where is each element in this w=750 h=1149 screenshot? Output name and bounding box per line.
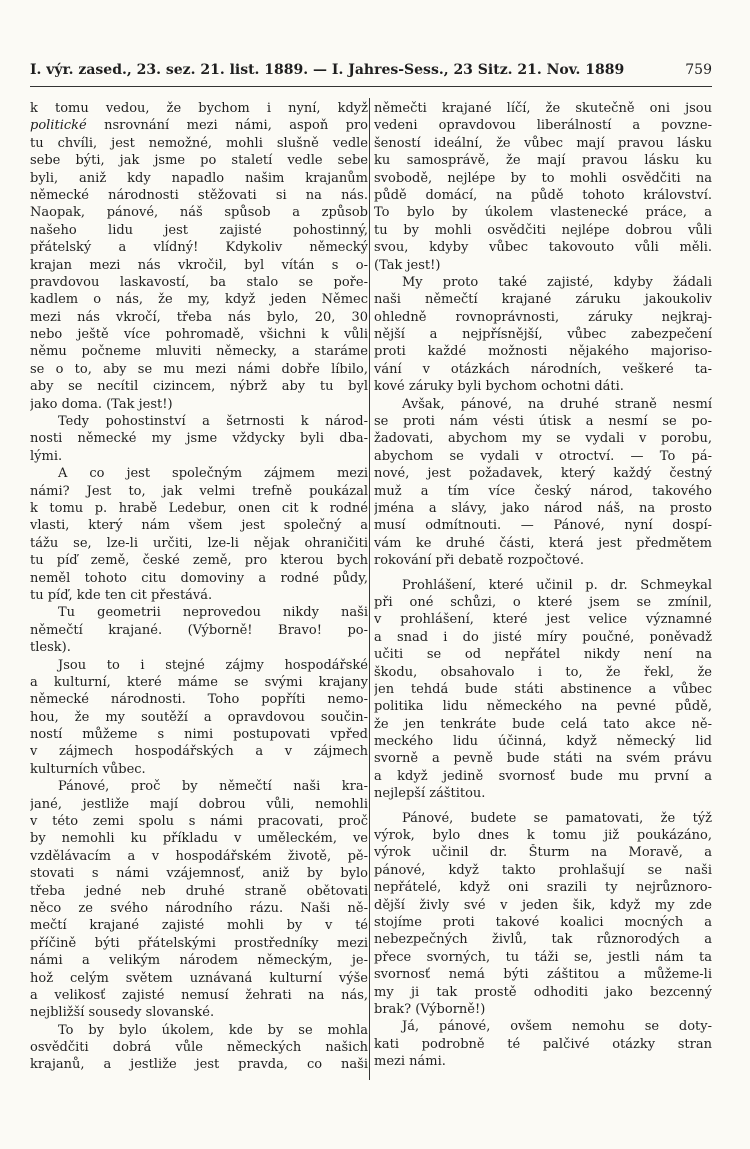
text-line: [30, 552, 368, 569]
text-line: [30, 152, 368, 169]
line-text: tu píď, kde ten cit přestává.: [30, 587, 213, 603]
line-text: nější a nejpřísnější, vůbec zabezpečení: [374, 327, 712, 343]
text-line: [374, 785, 712, 802]
line-text: stojíme proti takové koalici mocných a: [374, 914, 712, 930]
line-text: v prohlášení, které jest velice významné: [374, 612, 712, 628]
text-line: [30, 239, 368, 256]
text-line: [374, 535, 712, 552]
text-line: [374, 430, 712, 447]
line-text: ku samosprávě, že mají pravou lásku ku: [374, 153, 712, 169]
text-line: [30, 309, 368, 326]
text-line: [374, 343, 712, 360]
line-text: abychom se vydali v otroctví. — To pá-: [374, 448, 712, 464]
line-text: hou, že my soutěží a opravdovou součin-: [30, 709, 368, 725]
line-text: mezi námi.: [374, 1054, 446, 1070]
text-line: [30, 952, 368, 969]
text-line: [30, 291, 368, 308]
text-line: [30, 657, 368, 674]
line-text: mezi nás vkročí, třeba nás bylo, 20, 30: [30, 309, 368, 325]
line-text: něco ze svého národního rázu. Naši ně-: [30, 900, 368, 916]
text-line: [30, 848, 368, 865]
line-text: aby se necítil cizincem, nýbrž aby tu byl: [30, 379, 368, 395]
page-number: 759: [685, 62, 712, 78]
text-line: [374, 465, 712, 482]
text-line: [374, 897, 712, 914]
text-line: [30, 865, 368, 882]
text-line: [374, 844, 712, 861]
text-line: [30, 430, 368, 447]
line-text: stovati s námi vzájemnosť, aniž by bylo: [30, 866, 368, 882]
text-line: [30, 587, 368, 604]
line-text: naši němečtí krajané záruku jakoukoliv: [374, 292, 712, 308]
text-line: [30, 674, 368, 691]
line-text: kadlem o nás, že my, když jeden Němec: [30, 292, 368, 308]
italic-text: politické: [30, 118, 87, 134]
line-text: Tu geometrii neprovedou nikdy naši: [58, 605, 368, 621]
line-text: lými.: [30, 448, 63, 464]
line-text: kati podrobně té palčivé otázky stran: [374, 1036, 712, 1052]
line-text: žadovati, abychom my se vydali v porobu,: [374, 431, 712, 447]
line-text: třeba jedné neb druhé straně obětovati: [30, 883, 368, 899]
text-line: [30, 274, 368, 291]
line-text: nebezpečných živlů, tak různorodých a: [374, 932, 712, 948]
line-text: našeho lidu jest zajisté pohostinný,: [30, 222, 368, 238]
text-line: [30, 1039, 368, 1056]
text-line: [374, 170, 712, 187]
text-line: [374, 187, 712, 204]
text-line: [374, 483, 712, 500]
line-text: nepřátelé, když oni srazili ty nejrůznoro-: [374, 880, 712, 896]
text-line: [30, 970, 368, 987]
text-line: [30, 604, 368, 621]
line-text: výrok učinil dr. Šturm na Moravě, a: [374, 845, 712, 861]
header-rule: [30, 86, 712, 87]
text-line: [30, 1022, 368, 1039]
line-text: v zájmech hospodářských a v zájmech: [30, 744, 368, 760]
line-text: Jsou to i stejné zájmy hospodářské: [58, 657, 368, 673]
text-line: [374, 204, 712, 221]
text-line: [30, 622, 368, 639]
text-line: [374, 879, 712, 896]
column-divider: [369, 98, 370, 1080]
text-line: [374, 646, 712, 663]
line-text: šeností ideální, že vůbec mají pravou lásku: [374, 135, 712, 151]
text-line: [30, 204, 368, 221]
line-text: krajanů, a jestliže jest pravda, co naši: [30, 1057, 368, 1073]
line-text: jména a slávy, jako národ náš, na prosto: [374, 500, 712, 516]
text-line: [30, 413, 368, 430]
line-text: přece svorných, tu táži se, jestli nám ta: [374, 949, 712, 965]
text-line: [374, 768, 712, 785]
text-line: [374, 135, 712, 152]
text-line: [374, 681, 712, 698]
text-line: [374, 326, 712, 343]
text-line: [374, 611, 712, 628]
text-line: [374, 577, 712, 594]
line-text: To bylo by úkolem vlastenecké práce, a: [374, 205, 712, 221]
line-text: my ji tak prostě odhoditi jako bezcenný: [374, 984, 712, 1000]
text-line: [30, 883, 368, 900]
text-line: [30, 170, 368, 187]
line-text: že jen tenkráte bude celá tato akce ně-: [374, 716, 712, 732]
text-line: [374, 1053, 712, 1070]
text-line: [374, 1001, 712, 1018]
text-line: [374, 117, 712, 134]
line-text: jané, jestliže mají dobrou vůli, nemohli: [30, 796, 368, 812]
text-line: [374, 629, 712, 646]
text-line: [30, 378, 368, 395]
line-text: meckého lidu účinná, když německý lid: [374, 734, 712, 750]
text-line: [374, 1018, 712, 1035]
line-text: nové, jest požadavek, který každý čestný: [374, 466, 712, 482]
right-column: [374, 100, 712, 1070]
line-text: v této zemi spolu s námi pracovati, proč: [30, 814, 368, 830]
line-text: byli, aniž kdy napadlo našim krajanům: [30, 170, 368, 186]
line-text: ohledně rovnoprávnosti, záruky nejkraj-: [374, 309, 712, 325]
text-line: [374, 716, 712, 733]
text-line: [30, 639, 368, 656]
text-line: [374, 448, 712, 465]
text-line: [374, 664, 712, 681]
line-text: nejlepší záštitou.: [374, 786, 486, 802]
line-text: půdě domácí, na půdě tohoto království.: [374, 187, 712, 203]
text-line: [374, 361, 712, 378]
text-line: [30, 709, 368, 726]
text-line: [30, 465, 368, 482]
text-line: [30, 796, 368, 813]
text-line: [30, 135, 368, 152]
line-text: tážu se, lze-li určiti, lze-li nějak ohraničiti: [30, 535, 368, 551]
text-line: [374, 984, 712, 1001]
line-text: politika lidu německého na pevné půdě,: [374, 699, 712, 715]
line-text: německé národnosti stěžovati si na nás.: [30, 187, 368, 203]
text-line: [374, 274, 712, 291]
line-text: Já, pánové, ovšem nemohu se doty-: [402, 1019, 712, 1035]
text-line: [374, 257, 712, 274]
line-text: tu píď země, české země, pro kterou bych: [30, 553, 368, 569]
text-line: [30, 326, 368, 343]
line-text: vedeni opravdovou liberálností a povzne-: [374, 118, 712, 134]
text-line: [374, 733, 712, 750]
line-text: němečtí krajané. (Výborně! Bravo! po-: [30, 622, 368, 638]
line-text: nosti německé my jsme vždycky byli dba-: [30, 431, 368, 447]
text-line: [374, 413, 712, 430]
text-line: [374, 810, 712, 827]
line-text: námi a velikým národem německým, je-: [30, 953, 368, 969]
text-line: [30, 343, 368, 360]
text-line: [30, 935, 368, 952]
line-text: příčině býti přátelskými prostředníky mezi: [30, 935, 368, 951]
line-text: tu by mohli osvědčiti nejlépe dobrou vůli: [374, 222, 712, 238]
line-text: osvědčiti dobrá vůle německých našich: [30, 1040, 368, 1056]
line-text: námi? Jest to, jak velmi trefně poukázal: [30, 483, 368, 499]
line-text: Tedy pohostinství a šetrnosti k národ-: [58, 414, 368, 430]
text-line: [374, 594, 712, 611]
line-text: při oné schůzi, o které jsem se zmínil,: [374, 594, 712, 610]
line-text: svobodě, nejlépe by to mohli osvědčiti na: [374, 170, 712, 186]
text-line: [30, 761, 368, 778]
line-text: k tomu p. hrabě Ledebur, onen cit k rodné: [30, 500, 368, 516]
text-line: [30, 813, 368, 830]
text-line: [374, 862, 712, 879]
text-line: [30, 1004, 368, 1021]
line-text: ností můžeme s nimi postupovati vpřed: [30, 727, 368, 743]
text-line: [30, 830, 368, 847]
text-line: [374, 239, 712, 256]
line-text: by nemohli ku příkladu v uměleckém, ve: [30, 831, 368, 847]
line-text: rokování při debatě rozpočtové.: [374, 553, 585, 569]
line-text: sebe býti, jak jsme po staletí vedle sebe: [30, 153, 368, 169]
line-text: Naopak, pánové, náš spůsob a způsob: [30, 205, 368, 221]
text-line: [374, 396, 712, 413]
text-line: [374, 1036, 712, 1053]
line-text: proti každé možnosti nějakého majoriso-: [374, 344, 712, 360]
line-text: To by bylo úkolem, kde by se mohla: [58, 1022, 368, 1038]
line-text: My proto také zajisté, kdyby žádali: [402, 274, 712, 290]
text-line: [374, 222, 712, 239]
line-text: přátelský a vlídný! Kdykoliv německý: [30, 240, 368, 256]
line-text: mečtí krajané zajisté mohli by v té: [30, 918, 368, 934]
line-text: vání v otázkách národních, veškeré ta-: [374, 361, 712, 377]
line-text: němečti krajané líčí, že skutečně oni jsou: [374, 101, 712, 116]
line-text: brak? (Výborně!): [374, 1001, 486, 1017]
line-text: musí odmítnouti. — Pánové, nyní dospí-: [374, 518, 712, 534]
line-text: Prohlášení, které učinil p. dr. Schmeykal: [402, 577, 712, 593]
text-line: [30, 257, 368, 274]
line-text: nsrovnání mezi námi, aspoň pro: [86, 118, 368, 134]
text-line: [30, 117, 368, 134]
line-text: výrok, bylo dnes k tomu již poukázáno,: [374, 828, 712, 844]
line-text: pánové, když takto prohlašují se naši: [374, 862, 712, 878]
text-line: [374, 914, 712, 931]
text-line: [30, 187, 368, 204]
left-column: [30, 100, 368, 1074]
line-text: (Tak jest!): [374, 257, 441, 273]
text-line: [30, 917, 368, 934]
text-line: [374, 966, 712, 983]
line-text: A co jest společným zájmem mezi: [58, 466, 368, 482]
text-line: [374, 827, 712, 844]
running-header: [30, 62, 712, 84]
line-text: pravdovou laskavostí, ba stalo se poře-: [30, 274, 368, 290]
line-text: svornosť nemá býti záštitou a můžeme-li: [374, 967, 712, 983]
line-text: kové záruky byli bychom ochotni dáti.: [374, 379, 624, 395]
line-text: a snad i do jisté míry poučné, poněvadž: [374, 629, 712, 645]
line-text: jen tehdá bude státi abstinence a vůbec: [374, 681, 712, 697]
text-line: [374, 698, 712, 715]
text-line: [30, 483, 368, 500]
text-line: [374, 152, 712, 169]
line-text: krajan mezi nás vkročil, byl vítán s o-: [30, 257, 368, 273]
line-text: kulturních vůbec.: [30, 761, 146, 777]
line-text: vlasti, který nám všem jest společný a: [30, 518, 368, 534]
text-line: [374, 552, 712, 569]
text-line: [30, 987, 368, 1004]
text-line: [30, 222, 368, 239]
text-line: [30, 900, 368, 917]
line-text: němu počneme mluviti německy, a staráme: [30, 344, 368, 360]
text-line: [374, 378, 712, 395]
line-text: muž a tím více český národ, takového: [374, 483, 712, 499]
text-line: [30, 361, 368, 378]
text-line: [374, 750, 712, 767]
text-line: [374, 291, 712, 308]
text-line: [374, 931, 712, 948]
line-text: tlesk).: [30, 640, 71, 656]
text-line: [374, 500, 712, 517]
text-line: [30, 726, 368, 743]
line-text: hož celým světem uznávaná kulturní výše: [30, 970, 368, 986]
line-text: Avšak, pánové, na druhé straně nesmí: [402, 396, 712, 412]
text-line: [30, 778, 368, 795]
line-text: tu chvíli, jest nemožné, mohli slušně vedle: [30, 135, 368, 151]
text-line: [30, 500, 368, 517]
text-line: [30, 100, 368, 117]
text-line: [30, 691, 368, 708]
line-text: a když jedině svornosť bude mu první a: [374, 768, 712, 784]
line-text: se o to, aby se mu mezi námi dobře líbilo,: [30, 361, 368, 377]
text-line: [374, 309, 712, 326]
line-text: neměl tohoto citu domoviny a rodné půdy,: [30, 570, 368, 586]
line-text: Pánové, budete se pamatovati, že týž: [402, 810, 712, 826]
line-text: k tomu vedou, že bychom i nyní, když: [30, 101, 368, 116]
line-text: a kulturní, které máme se svými krajany: [30, 674, 368, 690]
line-text: učiti se od nepřátel nikdy není na: [374, 647, 712, 663]
line-text: vám ke druhé části, která jest předmětem: [374, 535, 712, 551]
text-line: [30, 535, 368, 552]
line-text: svorně a pevně bude státi na svém právu: [374, 751, 712, 767]
line-text: dější živly své v jeden šik, když my zde: [374, 897, 712, 913]
text-line: [30, 396, 368, 413]
text-line: [374, 949, 712, 966]
text-line: [30, 570, 368, 587]
text-line: [30, 448, 368, 465]
line-text: svou, kdyby vůbec takovouto vůli měli.: [374, 240, 712, 256]
line-text: a velikosť zajisté nemusí žehrati na nás,: [30, 987, 368, 1003]
line-text: se proti nám vésti útisk a nesmí se po-: [374, 414, 712, 430]
text-line: [30, 517, 368, 534]
line-text: nebo ještě více pohromadě, všichni k vůli: [30, 327, 368, 343]
text-line: [374, 100, 712, 117]
text-line: [374, 517, 712, 534]
line-text: německé národnosti. Toho popříti nemo-: [30, 692, 368, 708]
line-text: jako doma. (Tak jest!): [30, 396, 173, 412]
line-text: nejbližší sousedy slovanské.: [30, 1005, 215, 1021]
header-title: I. výr. zased., 23. sez. 21. list. 1889. — I. Jahres-Sess., 23 Sitz. 21. Nov. 1889: [30, 62, 625, 78]
line-text: vzdělávacím a v hospodářském životě, pě-: [30, 848, 368, 864]
line-text: Pánové, proč by němečtí naši kra-: [58, 779, 368, 795]
text-line: [30, 743, 368, 760]
text-line: [30, 1056, 368, 1073]
line-text: škodu, obsahovalo i to, že řekl, že: [374, 664, 712, 680]
